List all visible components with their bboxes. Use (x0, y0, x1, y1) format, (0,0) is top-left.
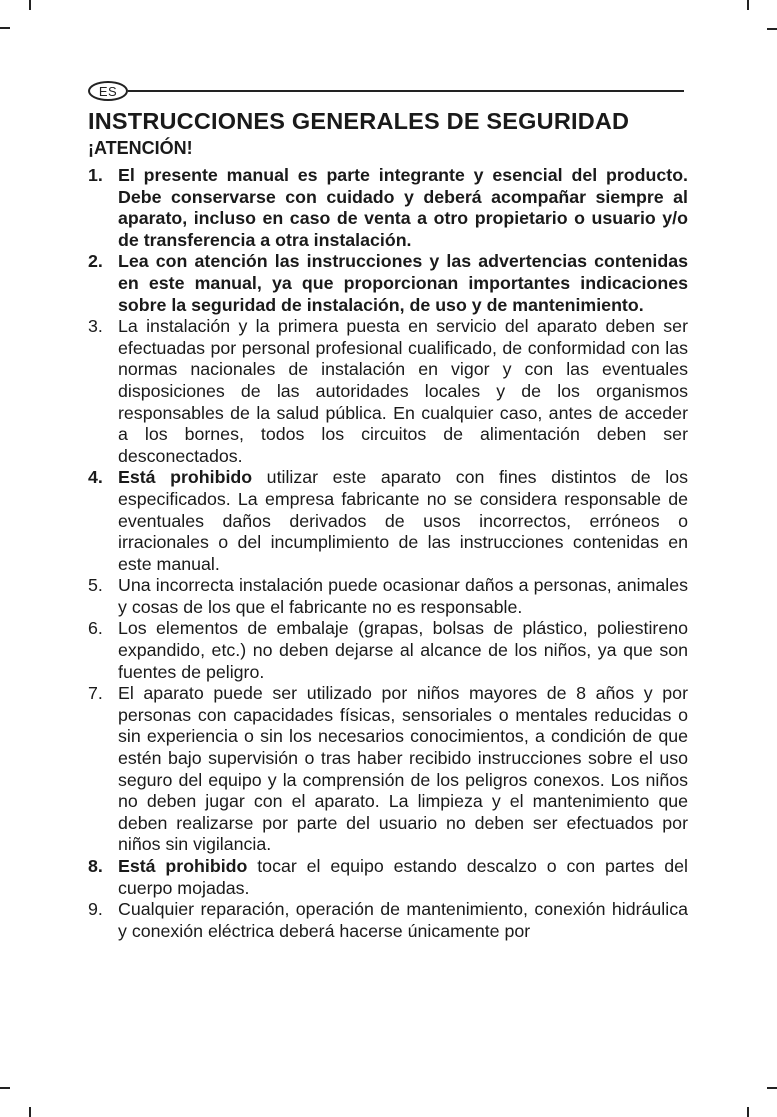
header-rule (128, 90, 684, 92)
crop-mark (747, 0, 749, 10)
item-text-run: Los elementos de embalaje (grapas, bolsas de plástico, poliestireno expandido, etc.) no deben dejarse al alcance de los niños, ya que son fuentes de peligro. (118, 618, 688, 682)
list-item (88, 165, 688, 251)
language-header (88, 81, 684, 101)
item-number: 5. (88, 575, 103, 596)
crop-mark (767, 1087, 777, 1089)
item-text (118, 899, 688, 942)
item-number: 3. (88, 316, 103, 337)
item-text (118, 467, 688, 575)
crop-mark (29, 1107, 31, 1117)
item-text (118, 618, 688, 683)
item-number: 4. (88, 467, 103, 488)
item-text-run: tocar el equipo estando descalzo o con partes del cuerpo mojadas. (118, 856, 689, 898)
list-item (88, 575, 688, 618)
attention-heading: ¡ATENCIÓN! (88, 138, 193, 158)
crop-mark (767, 28, 777, 30)
crop-mark (747, 1107, 749, 1117)
crop-mark (0, 1087, 10, 1089)
list-item (88, 316, 688, 467)
list-item (88, 899, 688, 942)
item-text (118, 856, 688, 899)
item-number: 9. (88, 899, 103, 920)
item-text-run: Cualquier reparación, operación de mantenimiento, conexión hidráulica y conexión eléctrica deberá hacerse únicamente por (118, 899, 688, 941)
safety-list (88, 165, 688, 942)
item-number: 6. (88, 618, 103, 639)
item-text-run: El aparato puede ser utilizado por niños mayores de 8 años y por personas con capacidades físicas, sensoriales o mentales reducidas o sin experiencia o sin los necesarios conocimientos, a condición de que estén bajo supervisión o tras haber recibido instrucciones sobre el uso seguro del equipo y la comprensión de los peligros conexos. Los niños no deben jugar con el aparato. La limpieza y el mantenimiento que deben realizarse por parte del usuario no deben ser efectuados por niños sin vigilancia. (118, 683, 688, 855)
list-item (88, 618, 688, 683)
item-number: 1. (88, 165, 103, 185)
item-text (118, 165, 688, 251)
item-text (118, 683, 688, 856)
item-text-run-bold: Está prohibido (118, 856, 248, 876)
item-number: 7. (88, 683, 103, 704)
list-item (88, 683, 688, 856)
item-text (118, 575, 688, 618)
list-item (88, 856, 688, 899)
page-content (88, 81, 688, 942)
item-text-run-bold: Lea con atención las instrucciones y las advertencias contenidas en este manual, ya que proporcionan importantes indicaciones sobre la seguridad de instalación, de uso y de mantenimiento. (118, 251, 688, 315)
item-text-run: utilizar este aparato con fines distintos de los especificados. La empresa fabricante no se considera responsable de eventuales daños derivados de usos incorrectos, erróneos o irracionales o del incumplimiento de las instrucciones contenidas en este manual. (118, 467, 688, 574)
item-text-run: Una incorrecta instalación puede ocasionar daños a personas, animales y cosas de los que el fabricante no es responsable. (118, 575, 688, 617)
page-title: INSTRUCCIONES GENERALES DE SEGURIDAD (88, 108, 630, 134)
crop-mark (0, 27, 10, 29)
item-text-run-bold: El presente manual es parte integrante y esencial del producto. Debe conservarse con cuidado y deberá acompañar siempre al aparato, incluso en caso de venta a otro propietario o usuario y/o de transferencia a otra instalación. (118, 165, 688, 250)
item-text-run: La instalación y la primera puesta en servicio del aparato deben ser efectuadas por personal profesional cualificado, de conformidad con las normas nacionales de instalación en vigor y con las eventuales disposiciones de las autoridades locales y de los organismos responsables de la salud pública. En cualquier caso, antes de acceder a los bornes, todos los circuitos de alimentación deben ser desconectados. (118, 316, 688, 466)
item-number: 2. (88, 251, 103, 272)
crop-mark (29, 0, 31, 10)
item-text (118, 251, 688, 316)
item-text (118, 316, 688, 467)
item-text-run-bold: Está prohibido (118, 467, 253, 488)
language-badge: ES (88, 81, 128, 101)
item-number: 8. (88, 856, 103, 876)
list-item (88, 467, 688, 575)
list-item (88, 251, 688, 316)
